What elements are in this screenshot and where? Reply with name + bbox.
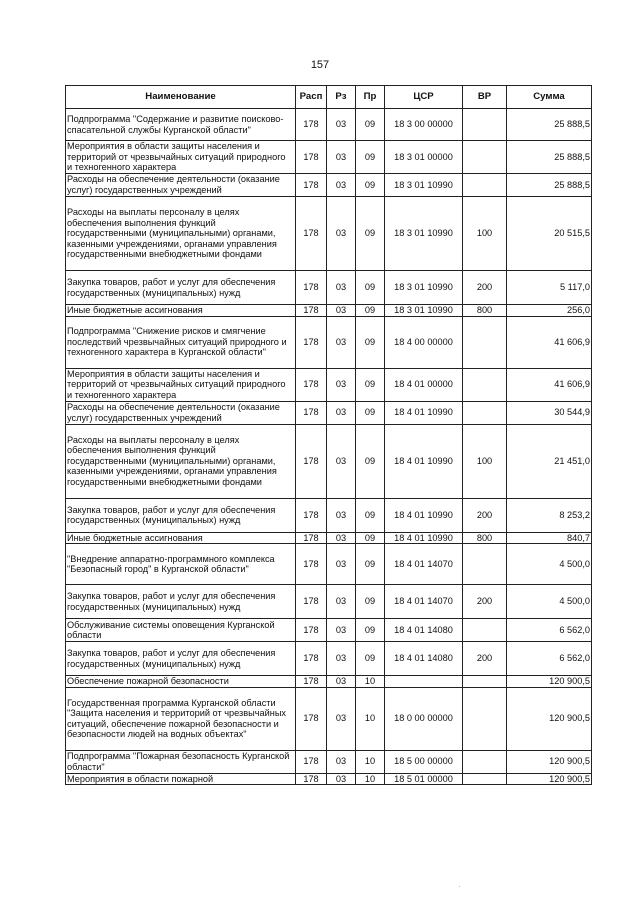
cell-name: "Внедрение аппаратно-программного комплекса "Безопасный город" в Курганской области" (66, 544, 296, 585)
cell-rz: 03 (327, 544, 356, 585)
cell-csr: 18 4 01 14070 (385, 544, 463, 585)
cell-rz: 03 (327, 750, 356, 773)
cell-rz: 03 (327, 619, 356, 642)
cell-rz: 03 (327, 305, 356, 317)
cell-name: Закупка товаров, работ и услуг для обеспечения государственных (муниципальных) нужд (66, 271, 296, 305)
cell-rz: 03 (327, 424, 356, 498)
cell-vr (463, 174, 507, 197)
cell-rasp: 178 (296, 687, 327, 750)
table-row (66, 305, 592, 317)
cell-pr: 09 (356, 174, 385, 197)
cell-name: Расходы на выплаты персоналу в целях обеспечения выполнения функций государственными (муниципальными) органами, казенными учреждениями, органами управления государственными внебюджетными фондами (66, 197, 296, 271)
cell-sum: 5 117,0 (507, 271, 592, 305)
cell-csr: 18 3 01 00000 (385, 141, 463, 174)
cell-sum: 6 562,0 (507, 619, 592, 642)
header-rasp: Расп (296, 86, 327, 109)
cell-pr: 09 (356, 401, 385, 424)
cell-sum: 8 253,2 (507, 498, 592, 532)
cell-rasp: 178 (296, 271, 327, 305)
cell-rasp: 178 (296, 197, 327, 271)
cell-rz: 03 (327, 585, 356, 619)
cell-rasp: 178 (296, 424, 327, 498)
budget-table (65, 85, 592, 785)
cell-sum: 25 888,5 (507, 109, 592, 141)
page-number: 157 (310, 59, 330, 71)
cell-vr (463, 619, 507, 642)
cell-sum: 30 544,9 (507, 401, 592, 424)
table-row (66, 424, 592, 498)
cell-pr: 10 (356, 750, 385, 773)
cell-pr: 09 (356, 498, 385, 532)
cell-rasp: 178 (296, 316, 327, 368)
cell-rasp: 178 (296, 174, 327, 197)
cell-name: Государственная программа Курганской области "Защита населения и территорий от чрезвычайных ситуаций, обеспечение пожарной безопасности и безопасности людей на водных объектах" (66, 687, 296, 750)
cell-name: Иные бюджетные ассигнования (66, 305, 296, 317)
cell-name: Мероприятия в области пожарной (66, 773, 296, 785)
table-row (66, 401, 592, 424)
cell-csr (385, 676, 463, 688)
table-row (66, 368, 592, 401)
cell-pr: 09 (356, 544, 385, 585)
cell-vr (463, 401, 507, 424)
cell-vr: 100 (463, 424, 507, 498)
cell-name: Мероприятия в области защиты населения и территорий от чрезвычайных ситуаций природного и техногенного характера (66, 368, 296, 401)
cell-rasp: 178 (296, 642, 327, 676)
cell-rz: 03 (327, 498, 356, 532)
cell-pr: 09 (356, 642, 385, 676)
cell-csr: 18 3 01 10990 (385, 197, 463, 271)
table-row (66, 642, 592, 676)
cell-rasp: 178 (296, 750, 327, 773)
cell-pr: 09 (356, 141, 385, 174)
cell-csr: 18 5 01 00000 (385, 773, 463, 785)
cell-rz: 03 (327, 316, 356, 368)
cell-sum: 6 562,0 (507, 642, 592, 676)
cell-pr: 09 (356, 585, 385, 619)
cell-sum: 120 900,5 (507, 773, 592, 785)
cell-csr: 18 4 01 14070 (385, 585, 463, 619)
cell-pr: 10 (356, 773, 385, 785)
cell-vr: 800 (463, 305, 507, 317)
cell-rz: 03 (327, 773, 356, 785)
cell-name: Обслуживание системы оповещения Курганской области (66, 619, 296, 642)
cell-vr (463, 316, 507, 368)
cell-rz: 03 (327, 368, 356, 401)
header-rz: Рз (327, 86, 356, 109)
cell-csr: 18 4 00 00000 (385, 316, 463, 368)
cell-sum: 20 515,5 (507, 197, 592, 271)
header-pr: Пр (356, 86, 385, 109)
cell-vr (463, 141, 507, 174)
cell-name: Расходы на выплаты персоналу в целях обеспечения выполнения функций государственными (муниципальными) органами, казенными учреждениями, органами управления государственными внебюджетными фондами (66, 424, 296, 498)
cell-name: Подпрограмма "Содержание и развитие поисково-спасательной службы Курганской области" (66, 109, 296, 141)
cell-vr: 200 (463, 585, 507, 619)
cell-rasp: 178 (296, 773, 327, 785)
table-row (66, 271, 592, 305)
cell-rz: 03 (327, 642, 356, 676)
cell-vr (463, 750, 507, 773)
cell-rasp: 178 (296, 619, 327, 642)
cell-vr: 200 (463, 498, 507, 532)
cell-sum: 41 606,9 (507, 316, 592, 368)
table-row (66, 174, 592, 197)
table-row (66, 619, 592, 642)
cell-vr: 200 (463, 642, 507, 676)
table-row (66, 141, 592, 174)
cell-pr: 09 (356, 619, 385, 642)
cell-sum: 840,7 (507, 532, 592, 544)
cell-csr: 18 3 01 10990 (385, 174, 463, 197)
cell-sum: 41 606,9 (507, 368, 592, 401)
table-row (66, 532, 592, 544)
header-name: Наименование (66, 86, 296, 109)
cell-vr: 200 (463, 271, 507, 305)
cell-name: Подпрограмма "Пожарная безопасность Курганской области" (66, 750, 296, 773)
header-sum: Сумма (507, 86, 592, 109)
cell-rasp: 178 (296, 676, 327, 688)
cell-vr (463, 368, 507, 401)
cell-pr: 09 (356, 532, 385, 544)
cell-name: Мероприятия в области защиты населения и территорий от чрезвычайных ситуаций природного и техногенного характера (66, 141, 296, 174)
cell-name: Закупка товаров, работ и услуг для обеспечения государственных (муниципальных) нужд (66, 585, 296, 619)
cell-pr: 09 (356, 424, 385, 498)
cell-vr: 100 (463, 197, 507, 271)
cell-rasp: 178 (296, 585, 327, 619)
cell-csr: 18 3 01 10990 (385, 305, 463, 317)
cell-pr: 09 (356, 368, 385, 401)
header-csr: ЦСР (385, 86, 463, 109)
table-row (66, 109, 592, 141)
cell-rasp: 178 (296, 498, 327, 532)
cell-name: Закупка товаров, работ и услуг для обеспечения государственных (муниципальных) нужд (66, 498, 296, 532)
cell-rasp: 178 (296, 141, 327, 174)
cell-rasp: 178 (296, 368, 327, 401)
cell-rasp: 178 (296, 305, 327, 317)
cell-sum: 4 500,0 (507, 585, 592, 619)
cell-csr: 18 0 00 00000 (385, 687, 463, 750)
cell-vr: 800 (463, 532, 507, 544)
cell-name: Обеспечение пожарной безопасности (66, 676, 296, 688)
cell-rz: 03 (327, 532, 356, 544)
cell-name: Иные бюджетные ассигнования (66, 532, 296, 544)
table-row (66, 197, 592, 271)
cell-rasp: 178 (296, 532, 327, 544)
cell-vr (463, 109, 507, 141)
cell-csr: 18 4 01 14080 (385, 642, 463, 676)
table-header-row (66, 86, 592, 109)
cell-rasp: 178 (296, 401, 327, 424)
cell-vr (463, 676, 507, 688)
cell-sum: 256,0 (507, 305, 592, 317)
cell-sum: 120 900,5 (507, 676, 592, 688)
cell-csr: 18 4 01 10990 (385, 424, 463, 498)
cell-pr: 10 (356, 687, 385, 750)
cell-rz: 03 (327, 109, 356, 141)
cell-csr: 18 3 01 10990 (385, 271, 463, 305)
table-row (66, 773, 592, 785)
cell-sum: 120 900,5 (507, 750, 592, 773)
cell-name: Расходы на обеспечение деятельности (оказание услуг) государственных учреждений (66, 174, 296, 197)
cell-name: Закупка товаров, работ и услуг для обеспечения государственных (муниципальных) нужд (66, 642, 296, 676)
cell-pr: 09 (356, 109, 385, 141)
cell-csr: 18 4 01 14080 (385, 619, 463, 642)
cell-rz: 03 (327, 174, 356, 197)
cell-name: Расходы на обеспечение деятельности (оказание услуг) государственных учреждений (66, 401, 296, 424)
table-row (66, 316, 592, 368)
cell-pr: 09 (356, 197, 385, 271)
cell-vr (463, 544, 507, 585)
cell-pr: 09 (356, 305, 385, 317)
cell-rz: 03 (327, 141, 356, 174)
cell-sum: 120 900,5 (507, 687, 592, 750)
cell-csr: 18 4 01 10990 (385, 498, 463, 532)
table-row (66, 676, 592, 688)
cell-csr: 18 5 00 00000 (385, 750, 463, 773)
cell-rz: 03 (327, 197, 356, 271)
cell-rasp: 178 (296, 109, 327, 141)
cell-csr: 18 4 01 00000 (385, 368, 463, 401)
cell-rz: 03 (327, 401, 356, 424)
cell-pr: 10 (356, 676, 385, 688)
cell-csr: 18 4 01 10990 (385, 532, 463, 544)
cell-sum: 21 451,0 (507, 424, 592, 498)
cell-rz: 03 (327, 676, 356, 688)
table-row (66, 687, 592, 750)
cell-sum: 4 500,0 (507, 544, 592, 585)
cell-sum: 25 888,5 (507, 141, 592, 174)
cell-vr (463, 687, 507, 750)
table-row (66, 750, 592, 773)
cell-csr: 18 4 01 10990 (385, 401, 463, 424)
cell-sum: 25 888,5 (507, 174, 592, 197)
header-vr: ВР (463, 86, 507, 109)
table-row (66, 498, 592, 532)
scan-dot-mark: · (458, 882, 461, 891)
table-row (66, 544, 592, 585)
table-body (66, 109, 592, 785)
cell-rz: 03 (327, 271, 356, 305)
cell-pr: 09 (356, 316, 385, 368)
cell-vr (463, 773, 507, 785)
cell-pr: 09 (356, 271, 385, 305)
cell-name: Подпрограмма "Снижение рисков и смягчение последствий чрезвычайных ситуаций природного и техногенного характера в Курганской области" (66, 316, 296, 368)
cell-csr: 18 3 00 00000 (385, 109, 463, 141)
table-row (66, 585, 592, 619)
cell-rasp: 178 (296, 544, 327, 585)
cell-rz: 03 (327, 687, 356, 750)
